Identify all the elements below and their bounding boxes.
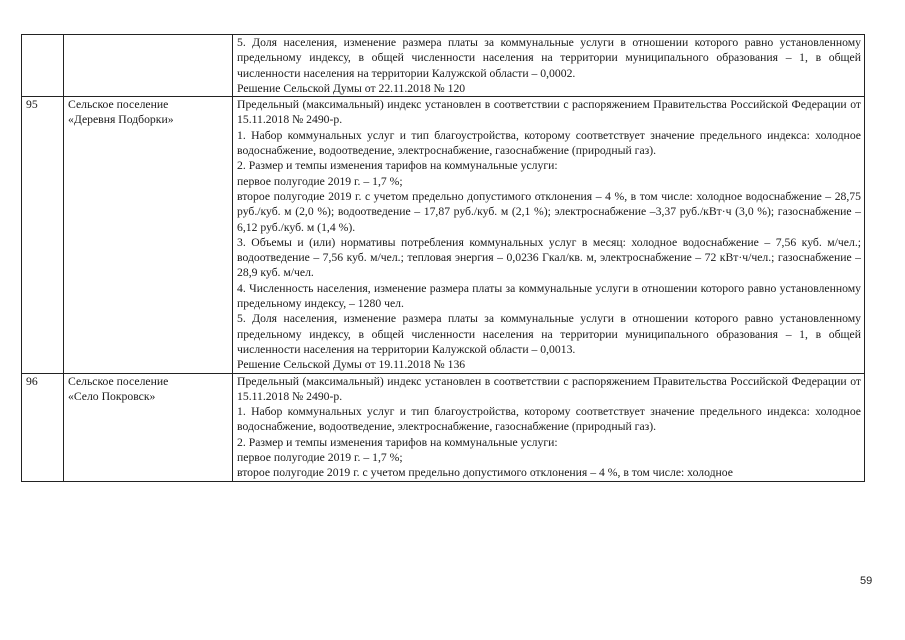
index-description — [233, 97, 865, 373]
settlement-name-line: «Село Покровск» — [68, 389, 156, 403]
decision-reference: Решение Сельской Думы от 22.11.2018 № 120 — [237, 81, 466, 95]
paragraph: первое полугодие 2019 г. – 1,7 %; — [237, 451, 403, 465]
index-description — [233, 373, 865, 481]
paragraph: 1. Набор коммунальных услуг и тип благоустройства, которому соответствует значение предельного индекса: холодное водоснабжение, водоотведение, электроснабжение, газоснабжение (природный газ). — [237, 405, 861, 434]
row-number: 96 — [22, 373, 64, 481]
paragraph: 4. Численность населения, изменение размера платы за коммунальные услуги в отношении которого равно установленному предельному индексу, – 1280 чел. — [237, 281, 861, 311]
settlement-name — [64, 97, 233, 373]
paragraph: второе полугодие 2019 г. с учетом предельно допустимого отклонения – 4 %, в том числе: холодное водоснабжение – 28,75 руб./куб. м (2,0 %); водоотведение – 17,87 руб./куб. м (2,1 %); электроснабжение –3,37 руб./кВт·ч (3,0 %); газоснабжение – 6,12 руб./куб. м (1,4 %). — [237, 189, 861, 234]
tariff-index-table — [21, 34, 865, 482]
paragraph: Предельный (максимальный) индекс установлен в соответствии с распоряжением Правительства Российской Федерации от 15.11.2018 № 2490-р. — [237, 98, 861, 127]
paragraph: 3. Объемы и (или) нормативы потребления коммунальных услуг в месяц: холодное водоснабжение – 7,56 куб. м/чел.; водоотведение – 7,56 куб. м/чел.; тепловая энергия – 0,0236 Гкал/кв. м, электроснабжение – 72 кВт·ч/чел.; газоснабжение – 28,9 куб. м/чел. — [237, 235, 861, 280]
table-row — [22, 35, 865, 97]
decision-reference: Решение Сельской Думы от 19.11.2018 № 136 — [237, 358, 466, 372]
paragraph: Предельный (максимальный) индекс установлен в соответствии с распоряжением Правительства Российской Федерации от 15.11.2018 № 2490-р. — [237, 374, 861, 403]
table-row — [22, 373, 865, 481]
paragraph: первое полугодие 2019 г. – 1,7 %; — [237, 174, 403, 188]
paragraph: 5. Доля населения, изменение размера платы за коммунальные услуги в отношении которого равно установленному предельному индексу, в общей численности населения на территории муниципального образования – 1, в общей численности населения на территории Калужской области – 0,0013. — [237, 312, 861, 356]
settlement-name — [64, 373, 233, 481]
settlement-name-line: Сельское поселение — [68, 98, 169, 112]
index-description — [233, 35, 865, 97]
paragraph: второе полугодие 2019 г. с учетом предельно допустимого отклонения – 4 %, в том числе: холодное — [237, 466, 733, 480]
paragraph: 5. Доля населения, изменение размера платы за коммунальные услуги в отношении которого равно установленному предельному индексу, в общей численности населения на территории муниципального образования – 1, в общей численности населения на территории Калужской области – 0,0002. — [237, 36, 861, 80]
settlement-name-line: «Деревня Подборки» — [68, 113, 174, 127]
page-number: 59 — [860, 575, 873, 587]
row-number — [22, 35, 64, 97]
row-number: 95 — [22, 97, 64, 373]
settlement-name-line: Сельское поселение — [68, 374, 169, 388]
paragraph: 2. Размер и темпы изменения тарифов на коммунальные услуги: — [237, 159, 558, 173]
paragraph: 2. Размер и темпы изменения тарифов на коммунальные услуги: — [237, 435, 558, 449]
settlement-name — [64, 35, 233, 97]
paragraph: 1. Набор коммунальных услуг и тип благоустройства, которому соответствует значение предельного индекса: холодное водоснабжение, водоотведение, электроснабжение, газоснабжение (природный газ). — [237, 128, 861, 158]
table-row — [22, 97, 865, 373]
